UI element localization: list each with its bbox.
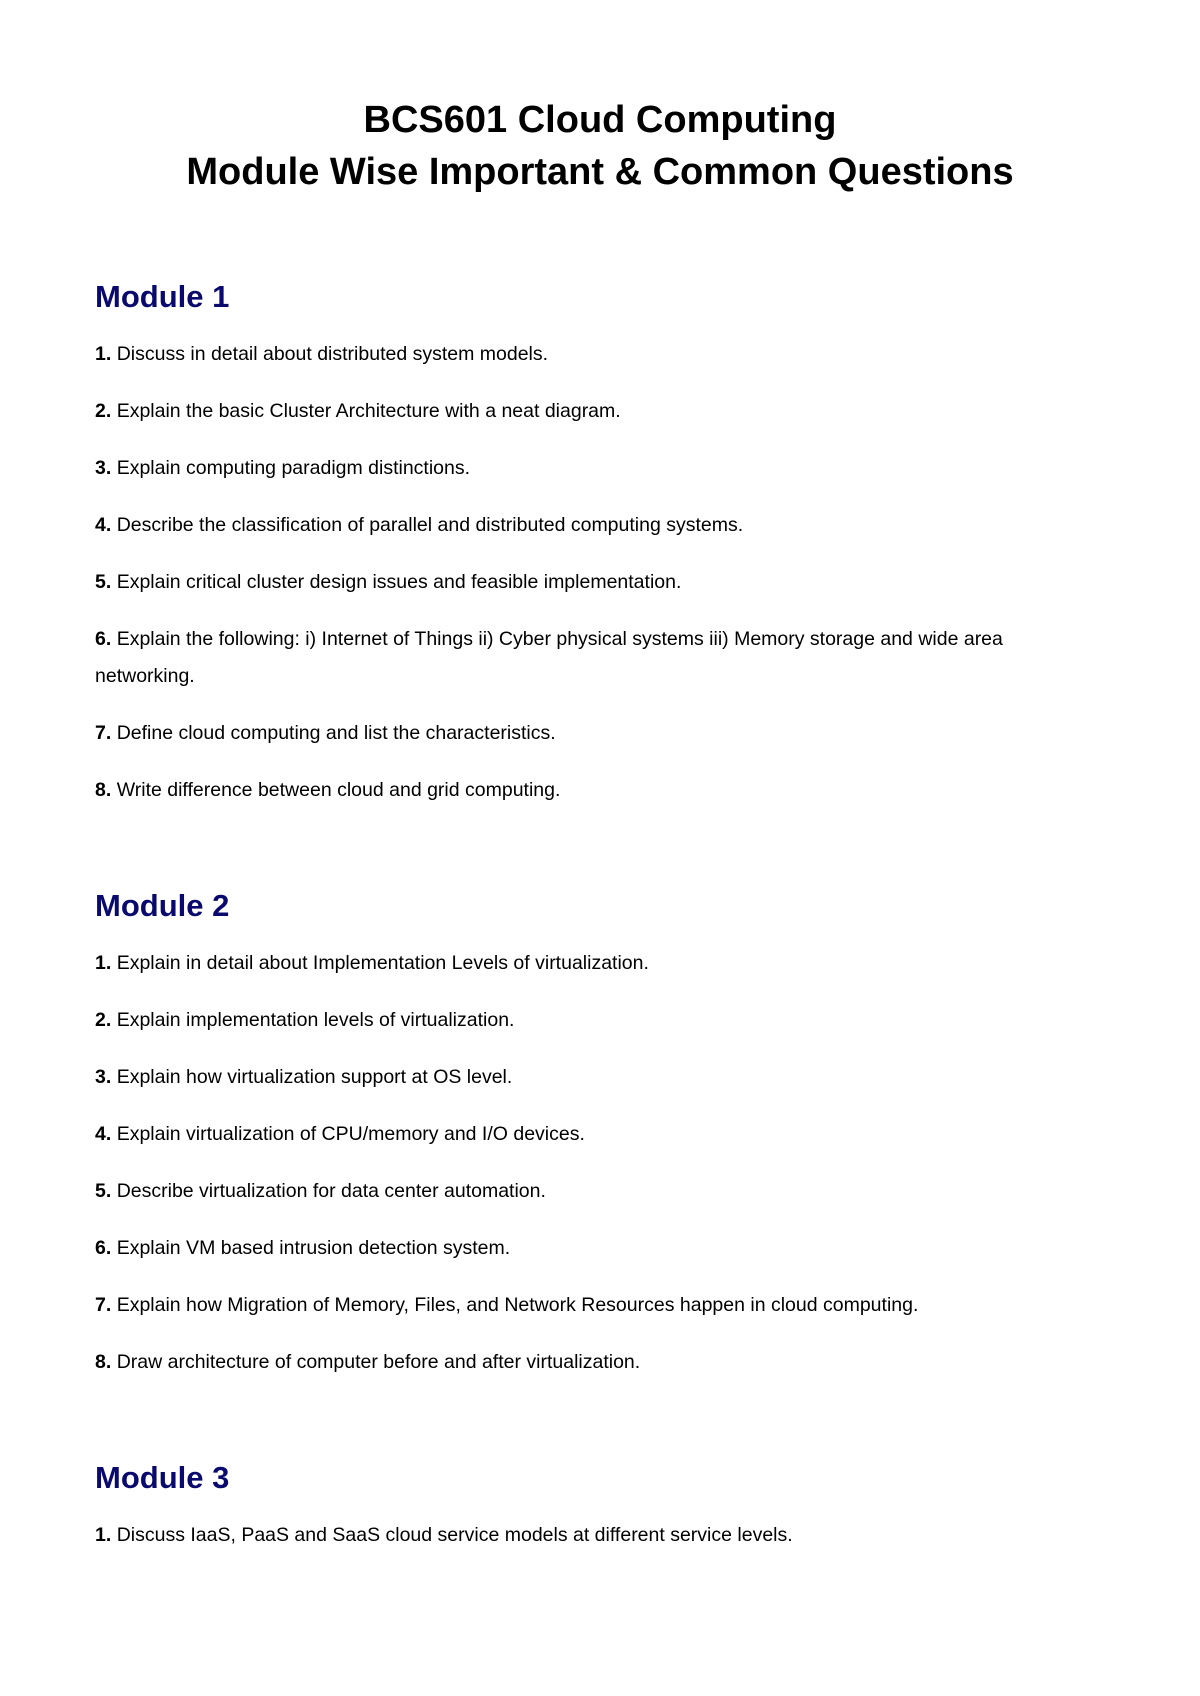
question-item <box>95 1517 1090 1554</box>
question-text: Describe virtualization for data center automation. <box>116 1180 546 1202</box>
question-item <box>95 450 1090 487</box>
question-item <box>95 1059 1090 1096</box>
question-text: Explain the basic Cluster Architecture with a neat diagram. <box>116 400 621 422</box>
question-item <box>95 1173 1090 1210</box>
title-line-2: Module Wise Important & Common Questions <box>186 151 1014 193</box>
module-heading: Module 3 <box>95 1460 230 1495</box>
question-item <box>95 715 1090 752</box>
question-list <box>95 945 1090 1381</box>
question-number: 8. <box>95 1351 112 1373</box>
question-text: Define cloud computing and list the characteristics. <box>116 722 556 744</box>
module-2-section <box>95 887 1090 1381</box>
question-number: 1. <box>95 343 112 365</box>
module-3-section <box>95 1459 1090 1554</box>
question-text: Discuss IaaS, PaaS and SaaS cloud service models at different service levels. <box>116 1524 793 1546</box>
question-item <box>95 945 1090 982</box>
question-number: 4. <box>95 514 112 536</box>
question-item <box>95 564 1090 601</box>
question-number: 7. <box>95 722 112 744</box>
question-item <box>95 1344 1090 1381</box>
question-text: Explain VM based intrusion detection system. <box>116 1237 511 1259</box>
question-number: 3. <box>95 457 112 479</box>
question-text: Explain implementation levels of virtualization. <box>116 1009 515 1031</box>
question-text: Write difference between cloud and grid computing. <box>116 779 561 801</box>
question-number: 1. <box>95 1524 112 1546</box>
question-item <box>95 1002 1090 1039</box>
module-1-section <box>95 278 1090 809</box>
question-number: 6. <box>95 628 112 650</box>
question-number: 4. <box>95 1123 112 1145</box>
question-text: Describe the classification of parallel and distributed computing systems. <box>116 514 744 536</box>
question-item <box>95 507 1090 544</box>
question-number: 7. <box>95 1294 112 1316</box>
question-number: 3. <box>95 1066 112 1088</box>
question-text: Explain how virtualization support at OS level. <box>116 1066 513 1088</box>
question-item <box>95 393 1090 430</box>
question-number: 1. <box>95 952 112 974</box>
question-number: 5. <box>95 1180 112 1202</box>
question-item <box>95 1230 1090 1267</box>
question-text: Explain computing paradigm distinctions. <box>116 457 471 479</box>
module-heading: Module 2 <box>95 888 230 923</box>
question-text: Discuss in detail about distributed system models. <box>116 343 549 365</box>
question-number: 5. <box>95 571 112 593</box>
question-text: Explain how Migration of Memory, Files, and Network Resources happen in cloud computing. <box>116 1294 919 1316</box>
question-text: Explain critical cluster design issues and feasible implementation. <box>116 571 682 593</box>
question-item <box>95 1287 1090 1324</box>
question-number: 2. <box>95 1009 112 1031</box>
question-number: 2. <box>95 400 112 422</box>
module-heading: Module 1 <box>95 279 230 314</box>
question-text: Draw architecture of computer before and after virtualization. <box>116 1351 641 1373</box>
document-title <box>95 94 1090 198</box>
title-line-1: BCS601 Cloud Computing <box>363 99 837 141</box>
question-list <box>95 1517 1090 1554</box>
question-text: Explain in detail about Implementation Levels of virtualization. <box>116 952 649 974</box>
question-number: 8. <box>95 779 112 801</box>
question-item <box>95 336 1090 373</box>
question-item <box>95 772 1090 809</box>
question-list <box>95 336 1090 809</box>
question-text: Explain the following: i) Internet of Things ii) Cyber physical systems iii) Memory storage and wide area networking. <box>95 628 1003 687</box>
question-item <box>95 1116 1090 1153</box>
question-item <box>95 621 1090 695</box>
question-number: 6. <box>95 1237 112 1259</box>
question-text: Explain virtualization of CPU/memory and I/O devices. <box>116 1123 585 1145</box>
